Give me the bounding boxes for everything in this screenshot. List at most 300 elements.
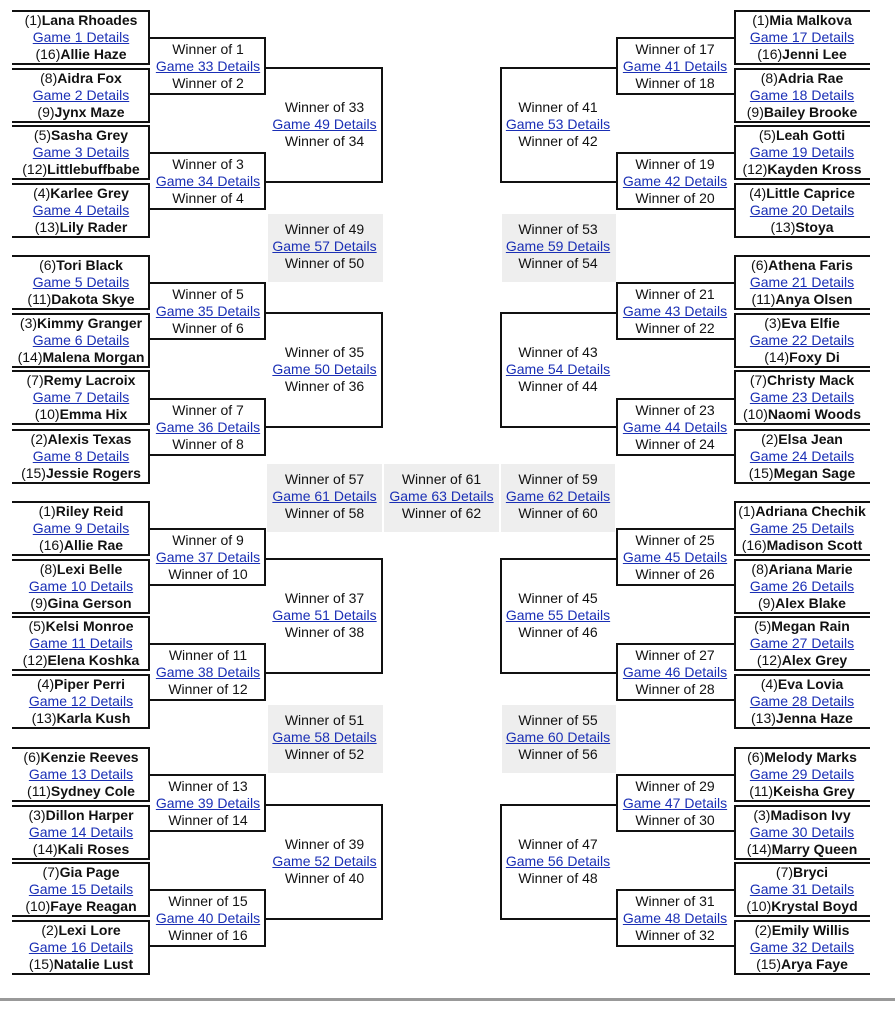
bracket-line (616, 830, 734, 832)
game-details-link[interactable]: Game 21 Details (749, 274, 855, 290)
player-name: Elena Koshka (47, 652, 140, 668)
player-seed: (13) (751, 710, 776, 726)
match-cell (383, 471, 500, 522)
winner-of-label: Winner of 57 (284, 471, 365, 487)
bracket-line (12, 800, 150, 802)
game-details-link[interactable]: Game 27 Details (749, 635, 855, 651)
game-details-link[interactable]: Game 58 Details (272, 729, 377, 745)
bracket-line (12, 121, 150, 123)
player-seed: (10) (25, 898, 51, 914)
player-entry (12, 12, 150, 29)
bracket-line (150, 528, 266, 530)
bracket-line (266, 804, 383, 806)
game-details-link[interactable]: Game 57 Details (272, 238, 377, 254)
bracket-line (734, 178, 870, 180)
player-seed: (5) (758, 127, 776, 143)
player-name: Naomi Woods (767, 406, 861, 422)
player-entry (734, 503, 870, 520)
match-cell (150, 286, 266, 337)
player-name: Jenni Lee (782, 46, 847, 62)
bracket-line (266, 181, 383, 183)
match-cell (734, 503, 870, 554)
winner-of-label: Winner of 58 (284, 505, 365, 521)
game-details-link[interactable]: Game 13 Details (28, 766, 134, 782)
bracket-line (734, 747, 870, 749)
player-seed: (10) (743, 406, 768, 422)
game-details-link[interactable]: Game 16 Details (28, 939, 134, 955)
bracket-line (12, 125, 150, 127)
bracket-line (734, 121, 870, 123)
bracket-line (381, 67, 383, 183)
player-seed: (2) (30, 431, 48, 447)
player-name: Adria Rae (777, 70, 844, 86)
bracket-line (734, 429, 736, 484)
match-cell (734, 12, 870, 63)
player-seed: (13) (770, 219, 796, 235)
winner-of-label: Winner of 9 (172, 532, 244, 548)
bracket-line (616, 528, 734, 530)
game-details-link[interactable]: Game 18 Details (749, 87, 855, 103)
bracket-line (12, 308, 150, 310)
game-details-link[interactable]: Game 59 Details (505, 238, 611, 254)
game-details-link[interactable]: Game 12 Details (28, 693, 134, 709)
bracket-line (500, 918, 616, 920)
player-seed: (15) (28, 956, 54, 972)
match-cell (12, 676, 150, 727)
game-details-link[interactable]: Game 10 Details (28, 578, 134, 594)
player-name: Dillon Harper (45, 807, 134, 823)
match-cell (150, 647, 266, 698)
bracket-line (734, 366, 870, 368)
bracket-line (616, 774, 734, 776)
player-name: Alex Blake (775, 595, 846, 611)
bracket-line (500, 558, 616, 560)
player-name: Christy Mack (766, 372, 855, 388)
game-details-link[interactable]: Game 42 Details (622, 173, 728, 189)
player-entry (12, 783, 150, 800)
game-details-link[interactable]: Game 63 Details (389, 488, 494, 504)
player-name: Remy Lacroix (43, 372, 136, 388)
player-entry (12, 749, 150, 766)
bracket-line (734, 805, 736, 860)
player-name: Gia Page (59, 864, 120, 880)
game-details-link[interactable]: Game 44 Details (622, 419, 728, 435)
player-name: Elsa Jean (778, 431, 843, 447)
game-details-link[interactable]: Game 11 Details (29, 635, 133, 651)
bracket-line (734, 313, 736, 368)
winner-of-label: Winner of 56 (518, 746, 598, 762)
bracket-line (734, 370, 736, 425)
bracket-line (12, 616, 150, 618)
bracket-line (734, 308, 870, 310)
bracket-line (12, 973, 150, 975)
match-cell (12, 807, 150, 858)
bracket-line (12, 612, 150, 614)
player-name: Athena Faris (768, 257, 853, 273)
bracket-line (381, 804, 383, 920)
bracket-line (266, 312, 383, 314)
bracket-line (266, 918, 383, 920)
player-entry (12, 807, 150, 824)
game-details-link[interactable]: Game 22 Details (749, 332, 855, 348)
bracket-line (734, 183, 736, 238)
game-details-link[interactable]: Game 36 Details (155, 419, 261, 435)
player-seed: (4) (749, 185, 767, 201)
bracket-line (734, 669, 870, 671)
game-details-link[interactable]: Game 28 Details (749, 693, 855, 709)
game-details-link[interactable]: Game 41 Details (622, 58, 728, 74)
bracket-line (734, 727, 870, 729)
player-entry (734, 349, 870, 366)
player-name: Madison Ivy (770, 807, 851, 823)
player-entry (12, 291, 150, 308)
game-details-link[interactable]: Game 25 Details (749, 520, 855, 536)
game-details-link[interactable]: Game 46 Details (622, 664, 728, 680)
bracket-line (616, 528, 618, 586)
winner-of-label: Winner of 35 (284, 344, 365, 360)
bracket-line (12, 366, 150, 368)
player-name: Jynx Maze (54, 104, 125, 120)
winner-of-label: Winner of 43 (518, 344, 598, 360)
bracket-line (616, 152, 618, 210)
player-name: Lexi Lore (58, 922, 121, 938)
winner-of-label: Winner of 41 (518, 99, 598, 115)
game-details-link[interactable]: Game 55 Details (505, 607, 611, 623)
bracket-line (150, 37, 266, 39)
bracket-line (734, 313, 870, 315)
game-details-link[interactable]: Game 7 Details (32, 389, 130, 405)
bracket-line (734, 862, 870, 864)
winner-of-label: Winner of 54 (518, 255, 598, 271)
player-seed: (6) (751, 257, 769, 273)
player-seed: (5) (33, 127, 52, 143)
player-name: Jessie Rogers (45, 465, 141, 481)
bracket-line (12, 727, 150, 729)
player-entry (12, 465, 150, 482)
game-details-link[interactable]: Game 51 Details (272, 607, 377, 623)
player-entry (12, 185, 150, 202)
player-name: Lily Rader (59, 219, 128, 235)
match-cell (500, 712, 616, 763)
bracket-line (12, 559, 150, 561)
player-seed: (8) (760, 70, 778, 86)
bracket-line (150, 584, 266, 586)
player-name: Leah Gotti (775, 127, 846, 143)
game-details-link[interactable]: Game 19 Details (749, 144, 855, 160)
match-cell (734, 749, 870, 800)
player-name: Bryci (793, 864, 829, 880)
bracket-line (616, 208, 734, 210)
game-details-link[interactable]: Game 61 Details (272, 488, 377, 504)
bracket-line (381, 312, 383, 428)
player-seed: (2) (41, 922, 59, 938)
player-name: Kenzie Reeves (40, 749, 139, 765)
bracket-line (150, 398, 266, 400)
player-entry (734, 257, 870, 274)
bracket-line (734, 10, 736, 65)
bracket-line (734, 68, 736, 123)
bracket-line (616, 643, 734, 645)
match-cell (734, 676, 870, 727)
bracket-line (12, 805, 150, 807)
player-name: Kimmy Granger (37, 315, 143, 331)
winner-of-label: Winner of 61 (401, 471, 482, 487)
game-details-link[interactable]: Game 14 Details (28, 824, 134, 840)
player-entry (734, 864, 870, 881)
game-details-link[interactable]: Game 17 Details (749, 29, 855, 45)
game-details-link[interactable]: Game 47 Details (622, 795, 728, 811)
player-seed: (11) (27, 291, 52, 307)
bracket-line (734, 429, 870, 431)
game-details-link[interactable]: Game 45 Details (622, 549, 728, 565)
winner-of-label: Winner of 52 (284, 746, 365, 762)
game-details-link[interactable]: Game 52 Details (272, 853, 377, 869)
bracket-line (150, 338, 266, 340)
game-details-link[interactable]: Game 29 Details (749, 766, 855, 782)
player-seed: (5) (28, 618, 46, 634)
match-cell (266, 99, 383, 150)
bracket-line (734, 370, 870, 372)
player-name: Megan Sage (773, 465, 856, 481)
match-cell (500, 471, 616, 522)
bracket-line (500, 804, 616, 806)
player-seed: (8) (40, 70, 58, 86)
game-details-link[interactable]: Game 40 Details (155, 910, 261, 926)
match-cell (12, 431, 150, 482)
player-seed: (13) (31, 710, 57, 726)
winner-of-label: Winner of 20 (635, 190, 715, 206)
winner-of-label: Winner of 23 (635, 402, 715, 418)
game-details-link[interactable]: Game 23 Details (749, 389, 855, 405)
bracket-line (500, 67, 502, 183)
player-seed: (11) (751, 291, 776, 307)
player-seed: (9) (746, 104, 764, 120)
game-details-link[interactable]: Game 5 Details (32, 274, 130, 290)
game-details-link[interactable]: Game 31 Details (749, 881, 855, 897)
winner-of-label: Winner of 26 (635, 566, 715, 582)
game-details-link[interactable]: Game 24 Details (749, 448, 855, 464)
game-details-link[interactable]: Game 1 Details (32, 29, 130, 45)
match-cell (12, 618, 150, 669)
match-cell (616, 41, 734, 92)
game-details-link[interactable]: Game 9 Details (32, 520, 130, 536)
game-details-link[interactable]: Game 3 Details (32, 144, 130, 160)
winner-of-label: Winner of 19 (635, 156, 715, 172)
player-seed: (12) (22, 161, 48, 177)
match-cell (12, 503, 150, 554)
player-entry (12, 922, 150, 939)
winner-of-label: Winner of 33 (284, 99, 365, 115)
bracket-line (616, 643, 618, 701)
bracket-line (616, 774, 618, 832)
player-seed: (9) (37, 104, 55, 120)
player-name: Aidra Fox (57, 70, 122, 86)
game-details-link[interactable]: Game 49 Details (272, 116, 377, 132)
player-entry (734, 783, 870, 800)
bracket-line (734, 920, 736, 975)
game-details-link[interactable]: Game 35 Details (155, 303, 261, 319)
player-seed: (8) (39, 561, 57, 577)
game-details-link[interactable]: Game 43 Details (622, 303, 728, 319)
match-cell (616, 156, 734, 207)
game-details-link[interactable]: Game 38 Details (155, 664, 261, 680)
match-cell (616, 286, 734, 337)
player-entry (12, 70, 150, 87)
player-seed: (13) (34, 219, 60, 235)
player-name: Gina Gerson (47, 595, 132, 611)
game-details-link[interactable]: Game 2 Details (32, 87, 130, 103)
winner-of-label: Winner of 38 (284, 624, 365, 640)
bracket-line (734, 63, 870, 65)
winner-of-label: Winner of 50 (284, 255, 365, 271)
game-details-link[interactable]: Game 4 Details (32, 202, 130, 218)
bracket-line (734, 183, 870, 185)
bracket-line (616, 454, 734, 456)
bracket-line (734, 255, 736, 310)
player-seed: (14) (764, 349, 790, 365)
match-cell (734, 864, 870, 915)
bracket-line (12, 674, 150, 676)
bracket-line (12, 429, 150, 431)
bracket-line (12, 313, 150, 315)
game-details-link[interactable]: Game 20 Details (749, 202, 855, 218)
player-entry (734, 291, 870, 308)
game-details-link[interactable]: Game 60 Details (505, 729, 611, 745)
bracket-line (12, 370, 150, 372)
game-details-link[interactable]: Game 62 Details (505, 488, 611, 504)
bracket-line (12, 554, 150, 556)
winner-of-label: Winner of 12 (168, 681, 248, 697)
match-cell (150, 893, 266, 944)
bracket-line (266, 672, 383, 674)
bracket-line (12, 920, 150, 922)
game-details-link[interactable]: Game 8 Details (32, 448, 130, 464)
player-seed: (11) (749, 783, 774, 799)
bracket-line (150, 454, 266, 456)
game-details-link[interactable]: Game 15 Details (28, 881, 134, 897)
game-details-link[interactable]: Game 54 Details (505, 361, 611, 377)
player-seed: (10) (34, 406, 60, 422)
winner-of-label: Winner of 30 (635, 812, 715, 828)
player-entry (734, 561, 870, 578)
bracket-line (734, 501, 736, 556)
game-details-link[interactable]: Game 33 Details (155, 58, 261, 74)
bracket-line (500, 312, 502, 428)
match-cell (12, 864, 150, 915)
bracket-line (616, 584, 734, 586)
player-seed: (6) (39, 257, 57, 273)
bracket-line (12, 10, 150, 12)
player-entry (734, 12, 870, 29)
match-cell (734, 431, 870, 482)
bracket-line (12, 63, 150, 65)
bracket-line (734, 805, 870, 807)
player-seed: (4) (33, 185, 51, 201)
bracket-line (264, 37, 266, 95)
player-name: Karlee Grey (50, 185, 129, 201)
game-details-link[interactable]: Game 34 Details (155, 173, 261, 189)
player-name: Arya Faye (780, 956, 848, 972)
winner-of-label: Winner of 37 (284, 590, 365, 606)
bracket-line (734, 10, 870, 12)
bracket-line (266, 426, 383, 428)
game-details-link[interactable]: Game 50 Details (272, 361, 377, 377)
player-seed: (3) (753, 807, 771, 823)
winner-of-label: Winner of 49 (284, 221, 365, 237)
winner-of-label: Winner of 31 (635, 893, 715, 909)
bracket-line (266, 558, 383, 560)
game-details-link[interactable]: Game 48 Details (622, 910, 728, 926)
match-cell (12, 561, 150, 612)
player-entry (12, 618, 150, 635)
game-details-link[interactable]: Game 30 Details (749, 824, 855, 840)
match-cell (266, 471, 383, 522)
player-name: Allie Rae (63, 537, 124, 553)
player-seed: (2) (754, 922, 772, 938)
player-seed: (4) (760, 676, 778, 692)
player-name: Little Caprice (766, 185, 855, 201)
winner-of-label: Winner of 29 (635, 778, 715, 794)
bracket-line (12, 236, 150, 238)
winner-of-label: Winner of 24 (635, 436, 715, 452)
game-details-link[interactable]: Game 56 Details (505, 853, 611, 869)
match-cell (616, 893, 734, 944)
match-cell (12, 185, 150, 236)
game-details-link[interactable]: Game 37 Details (155, 549, 261, 565)
winner-of-label: Winner of 46 (518, 624, 598, 640)
player-name: Anya Olsen (775, 291, 853, 307)
bracket-line (150, 774, 266, 776)
winner-of-label: Winner of 17 (635, 41, 715, 57)
bracket-line (150, 643, 266, 645)
player-entry (12, 537, 150, 554)
player-entry (12, 46, 150, 63)
bracket-line (734, 423, 870, 425)
bracket-line (734, 674, 736, 729)
player-entry (734, 807, 870, 824)
player-seed: (7) (749, 372, 767, 388)
player-entry (734, 161, 870, 178)
match-cell (12, 315, 150, 366)
bracket-line (12, 915, 150, 917)
player-entry (12, 219, 150, 236)
player-name: Megan Rain (771, 618, 850, 634)
winner-of-label: Winner of 36 (284, 378, 365, 394)
match-cell (734, 807, 870, 858)
player-entry (12, 652, 150, 669)
bracket-line (616, 398, 618, 456)
player-entry (12, 372, 150, 389)
winner-of-label: Winner of 59 (518, 471, 598, 487)
bracket-line (734, 973, 870, 975)
bracket-line (500, 672, 616, 674)
player-name: Kelsi Monroe (45, 618, 134, 634)
player-entry (734, 127, 870, 144)
game-details-link[interactable]: Game 32 Details (749, 939, 855, 955)
match-cell (12, 12, 150, 63)
game-details-link[interactable]: Game 26 Details (749, 578, 855, 594)
bracket-line (734, 858, 870, 860)
player-name: Lana Rhoades (41, 12, 138, 28)
game-details-link[interactable]: Game 53 Details (505, 116, 611, 132)
bracket-line (150, 945, 266, 947)
game-details-link[interactable]: Game 39 Details (155, 795, 261, 811)
winner-of-label: Winner of 22 (635, 320, 715, 336)
game-details-link[interactable]: Game 6 Details (32, 332, 130, 348)
player-name: Alex Grey (781, 652, 848, 668)
player-name: Faye Reagan (50, 898, 137, 914)
bracket-line (616, 93, 734, 95)
